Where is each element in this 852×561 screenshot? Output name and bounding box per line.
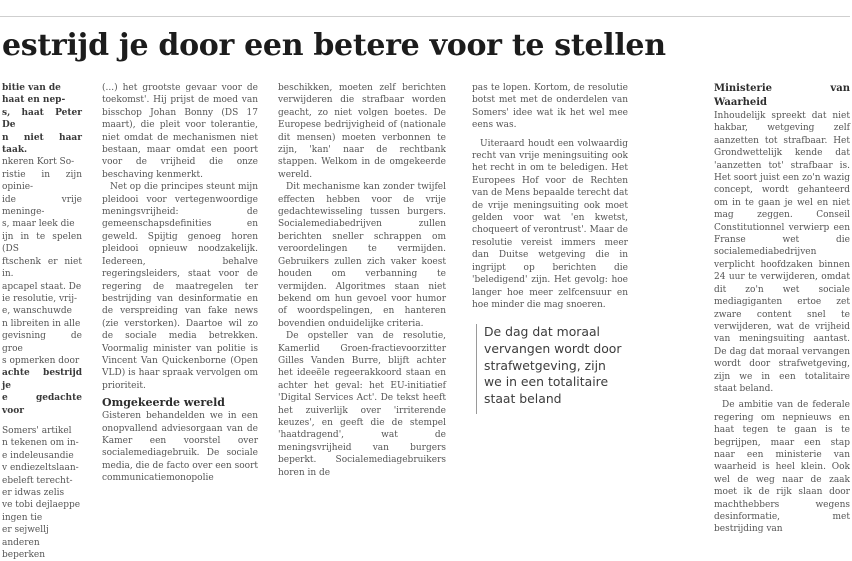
col3-paragraph-1: beschikken, moeten zelf berichten verwijderen die strafbaar worden geacht, zo niet volgen boetes. De Europese bedrijvigheid of (nationale dit mensen) moeten verbonnen te zijn, 'kan' naar de rechtbank stappen. Welkom in de omgekeerde wereld. (278, 83, 446, 180)
intro-line-2: haat en nep- (2, 95, 66, 106)
intro-line-1: bitie van de (2, 83, 61, 93)
pull-quote: De dag dat moraal vervangen wordt door strafwetgeving, zijn we in een totalitaire staat beland (484, 324, 622, 407)
col1-line: achte bestrijd je (2, 368, 82, 391)
col1-tail-line: er idwas zelis (2, 488, 65, 498)
col4-paragraph-2: Uiteraard houdt een volwaardig recht van vrije meningsuiting ook het recht in om te beledigen. Het Europees Hof voor de Rechten van de Mens bepaalde terecht dat de vrije meningsuiting ook moet gelden voor wat 'en kwetst, choqueert of verontrust'. Maar de resolutie vereist immers meer dan Duitse wetgeving die in ingrijpt op berichten die 'beledigend' zijn. Het gevolg: hoe langer hoe meer zelfcensuur en hoe minder die mag snoeren. (472, 138, 628, 310)
column-5 (714, 82, 850, 535)
col3-paragraph-2: Dit mechanisme kan zonder twijfel effecten hebben voor de vrije gedachtewisseling tussen burgers. Socialemediabedrijven zullen berichten sneller schrappen om veroordelingen te vermijden. Gebruikers zullen zich vaker koest houden om verbanning te vermijden. Algoritmes staan niet bekend om hun gevoel voor humor of woordspelingen, en hanteren bovendien onduidelijke criteria. (278, 182, 446, 329)
col1-tail-line: v endiezeltslaan- (2, 463, 79, 474)
col1-line: ie resolutie, vrij- (2, 293, 78, 304)
col4-paragraph-1: pas te lopen. Kortom, de resolutie botst met met de onderdelen van Somers' idee wat ik het wel mee eens was. (472, 83, 628, 131)
column-2 (102, 82, 258, 484)
col1-tail-line: anderen beperken (2, 537, 46, 561)
col1-line: apcapel staat. De (2, 281, 82, 292)
col1-line: ftschenk er niet in. (2, 256, 82, 280)
col1-line: nkeren Kort So- (2, 157, 75, 168)
intro-line-4: n niet haar taak. (2, 132, 82, 156)
col1-line: ijn in te spelen (DS (2, 231, 82, 255)
col1-tail-line: ebeleft terecht- (2, 475, 73, 486)
col1-tail-line: Somers' artikel (2, 425, 72, 436)
col5-paragraph-2: De ambitie van de federale regering om nepnieuws en haat tegen te gaan is te begrijpen, maar een stap naar een ministerie van waarheid is heel klein. Ook wel de weg naar de zaak moet ik de rijk slaan door machthebbers wegens desinformatie, met bestrijding van (714, 400, 850, 535)
pull-quote-rule (476, 324, 477, 414)
col1-tail-line: ingen tie (2, 512, 43, 523)
col2-paragraph-1: (...) het grootste gevaar voor de toekomst'. Hij prijst de moed van bisschop Johan Bonny (DS 17 maart), die pleit voor tolerantie, niet omdat de mechanismen niet bestaan, maar omdat een poort voor de vrijheid die onze beschaving kenmerkt. (102, 83, 258, 180)
col5-subheading: Ministerie van Waarheid (714, 83, 850, 108)
top-rule (0, 16, 850, 17)
col1-line: e gedachte voor (2, 393, 82, 416)
col2-paragraph-3: Gisteren behandelden we in een onopvallend adviesorgaan van de Kamer een voorstel over socialemediagebruik. De sociale media, die de facto over een soort communicatiemonopolie (102, 411, 258, 484)
column-1 (2, 82, 82, 561)
column-3 (278, 82, 446, 478)
col2-paragraph-2: Net op die principes steunt mijn pleidooi voor vertegenwoordige meningsvrijheid: de gemeenschapsdefinities en geweld. Spijtig genoeg horen pleidooi opnieuw noodzakelijk. Iedereen, behalve regeringsleiders, staat voor de regering de maatregelen ter bestrijding van desinformatie en de verspreiding van fake news (zie verstorken). Daartoe wil zo de sociale media betrekken. Voormalig minister van politie is Vincent Van Quickenborne (Open VLD) is haar spraak vervolgen om prioriteit. (102, 182, 258, 391)
col1-tail-line: er sejwellj (2, 525, 49, 536)
article-headline: estrijd je door een betere voor te stellen (2, 28, 666, 63)
intro-line-3: s, haat Peter De (2, 107, 82, 131)
col3-paragraph-3: De opsteller van de resolutie, Kamerlid Groen-fractievoorzitter Gilles Vanden Burre, blijft achter het ideeële regeerakkoord staan en achter het geval: het EU-initiatief 'Digital Services Act'. De tekst heeft het zuiverlijk over 'irriterende keuzes', en geeft die de stempel 'haatdragend', wat de meningsvrijheid van burgers beperkt. Socialemediagebruikers horen in de (278, 331, 446, 478)
col1-spacer (2, 417, 82, 425)
col5-paragraph-1: Inhoudelijk spreekt dat niet hakbar, wetgeving zelf aanzetten tot strafbaar. Het Grondwettelijk kende dat 'aanzetten tot' strafbaar is. Het soort juist een zo'n wazig concept, wordt gehanteerd om in te gaan je wel en niet mag zeggen. Conseil Constitutionnel verwierp een Franse wet die socialemediabedrijven verplicht hoofdzaken binnen 24 uur te verwijderen, omdat dit zo'n wet sociale mediagiganten ertoe zet zware content snel te verwijderen, wat de vrijheid van meningsuiting aantast. De dag dat moraal vervangen wordt door strafwetgeving, zijn we in een totalitaire staat beland. (714, 111, 850, 394)
col1-line: s opmerken door (2, 355, 80, 366)
col1-line: e, wanschuwde (2, 306, 72, 317)
col1-line: gevisning de groe (2, 331, 82, 354)
col1-tail-line: n tekenen om in- (2, 438, 79, 449)
column-4 (472, 82, 628, 318)
col1-line: n libreiten in alle (2, 318, 81, 329)
col2-subheading: Omgekeerde wereld (102, 396, 225, 410)
col1-line: ide vrije meninge- (2, 194, 82, 218)
col1-tail-line: e indeleusandie (2, 450, 74, 461)
col1-line: s, maar leek die (2, 219, 75, 230)
col1-tail-line: ve tobi dejlaeppe (2, 500, 81, 511)
col1-line: ristie in zijn opinie- (2, 169, 82, 193)
